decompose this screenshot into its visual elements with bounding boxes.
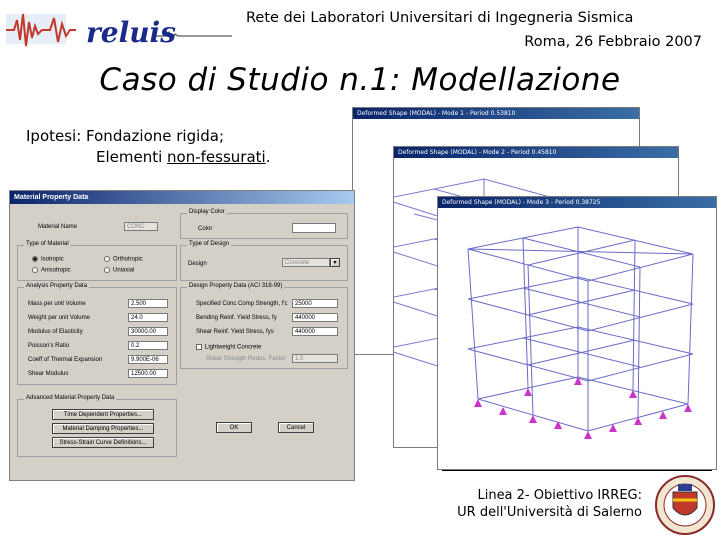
design-input-1[interactable]: 440000 [292, 313, 338, 322]
analysis-label-3: Poisson's Ratio [28, 343, 70, 349]
uniaxial-radio[interactable] [104, 267, 110, 273]
orthotropic-radio[interactable] [104, 256, 110, 262]
frame-model-3 [438, 209, 716, 469]
analysis-input-2[interactable]: 30000.00 [128, 327, 168, 336]
footer-line-1: Linea 2- Obiettivo IRREG: [477, 488, 642, 503]
elementi-text [96, 148, 271, 166]
mode-window-3-titlebar[interactable]: Deformed Shape (MODAL) - Mode 3 - Period 0.38725 [438, 197, 716, 208]
material-property-dialog [9, 190, 355, 481]
uniaxial-option[interactable] [104, 267, 134, 274]
elementi-prefix: Elementi [96, 148, 168, 166]
material-damping-button[interactable]: Material Damping Properties... [52, 423, 154, 434]
mode-window-2-titlebar[interactable]: Deformed Shape (MODAL) - Mode 2 - Period 0.45810 [394, 147, 678, 158]
anisotropic-option[interactable] [32, 267, 71, 274]
color-label: Color [198, 226, 213, 232]
analysis-label-1: Weight per unit Volume [28, 315, 90, 321]
design-property-group-title: Design Property Data (ACI 318-99) [189, 283, 283, 289]
material-name-label: Material Name [38, 224, 78, 230]
mode-window-1-titlebar[interactable]: Deformed Shape (MODAL) - Mode 1 - Period 0.53810 [353, 108, 639, 119]
uniaxial-label: Uniaxial [113, 267, 135, 274]
design-input-2[interactable]: 440000 [292, 327, 338, 336]
type-analysis-group [17, 241, 177, 281]
header-title: Rete dei Laboratori Universitari di Ingegneria Sismica [246, 10, 634, 26]
color-swatch[interactable] [292, 223, 336, 233]
analysis-input-4[interactable]: 9.900E-06 [128, 355, 168, 364]
ipotesi-text: Ipotesi: Fondazione rigida; [26, 127, 225, 145]
lightweight-option[interactable] [196, 344, 261, 351]
anisotropic-label: Anisotropic [41, 267, 71, 274]
analysis-property-group-title: Analysis Property Data [26, 283, 88, 289]
dialog-titlebar[interactable]: Material Property Data [10, 191, 354, 204]
display-color-group-title: Display Color [189, 209, 225, 215]
advanced-property-group-title: Advanced Material Property Data [26, 395, 115, 401]
isotropic-label: Isotropic [41, 256, 64, 263]
type-design-group-title: Type of Design [189, 241, 230, 247]
elementi-underlined: non-fessurati [167, 148, 266, 166]
analysis-input-3[interactable]: 0.2 [128, 341, 168, 350]
design-label-2: Shear Reinf. Yield Stress, fys [196, 329, 274, 335]
header-subtitle: Roma, 26 Febbraio 2007 [524, 34, 702, 50]
lightweight-checkbox[interactable] [196, 344, 202, 350]
shear-reduction-label: Shear Strength Reduc. Factor [206, 356, 286, 362]
design-label-1: Bending Reinf. Yield Stress, fy [196, 315, 277, 321]
design-label-0: Specified Conc Comp Strength, f'c [196, 301, 288, 307]
ok-button[interactable]: OK [216, 422, 252, 433]
design-label: Design [188, 261, 207, 267]
elementi-suffix: . [265, 148, 271, 166]
shear-reduction-input[interactable]: 1.0 [292, 354, 338, 363]
footer-divider [442, 470, 712, 471]
design-dropdown-button[interactable]: ▾ [330, 258, 340, 267]
lightweight-label: Lightweight Concrete [205, 344, 262, 351]
type-analysis-group-title: Type of Material [26, 241, 69, 247]
anisotropic-radio[interactable] [32, 267, 38, 273]
cancel-button[interactable]: Cancel [278, 422, 314, 433]
orthotropic-label: Orthotropic [113, 256, 143, 263]
university-seal-icon [654, 474, 716, 536]
analysis-label-0: Mass per unit Volume [28, 301, 86, 307]
material-name-input[interactable]: CONC [124, 222, 158, 231]
analysis-input-1[interactable]: 24.0 [128, 313, 168, 322]
time-dependent-button[interactable]: Time Dependent Properties... [52, 409, 154, 420]
mode-window-3[interactable] [437, 196, 717, 470]
design-input-0[interactable]: 25000 [292, 299, 338, 308]
analysis-label-2: Modulus of Elasticity [28, 329, 83, 335]
orthotropic-option[interactable] [104, 256, 143, 263]
stress-strain-button[interactable]: Stress-Strain Curve Definitions... [52, 437, 154, 448]
analysis-label-5: Shear Modulus [28, 371, 69, 377]
analysis-input-0[interactable]: 2.500 [128, 299, 168, 308]
isotropic-option[interactable] [32, 256, 64, 263]
logo-text: reluis [86, 16, 176, 49]
footer-line-2: UR dell'Università di Salerno [457, 505, 642, 520]
isotropic-radio[interactable] [32, 256, 38, 262]
design-select[interactable]: Concrete [282, 258, 330, 267]
analysis-input-5[interactable]: 12500.00 [128, 369, 168, 378]
reluis-logo [6, 4, 232, 56]
analysis-label-4: Coeff of Thermal Expansion [28, 357, 103, 363]
slide-title: Caso di Studio n.1: Modellazione [99, 62, 621, 98]
